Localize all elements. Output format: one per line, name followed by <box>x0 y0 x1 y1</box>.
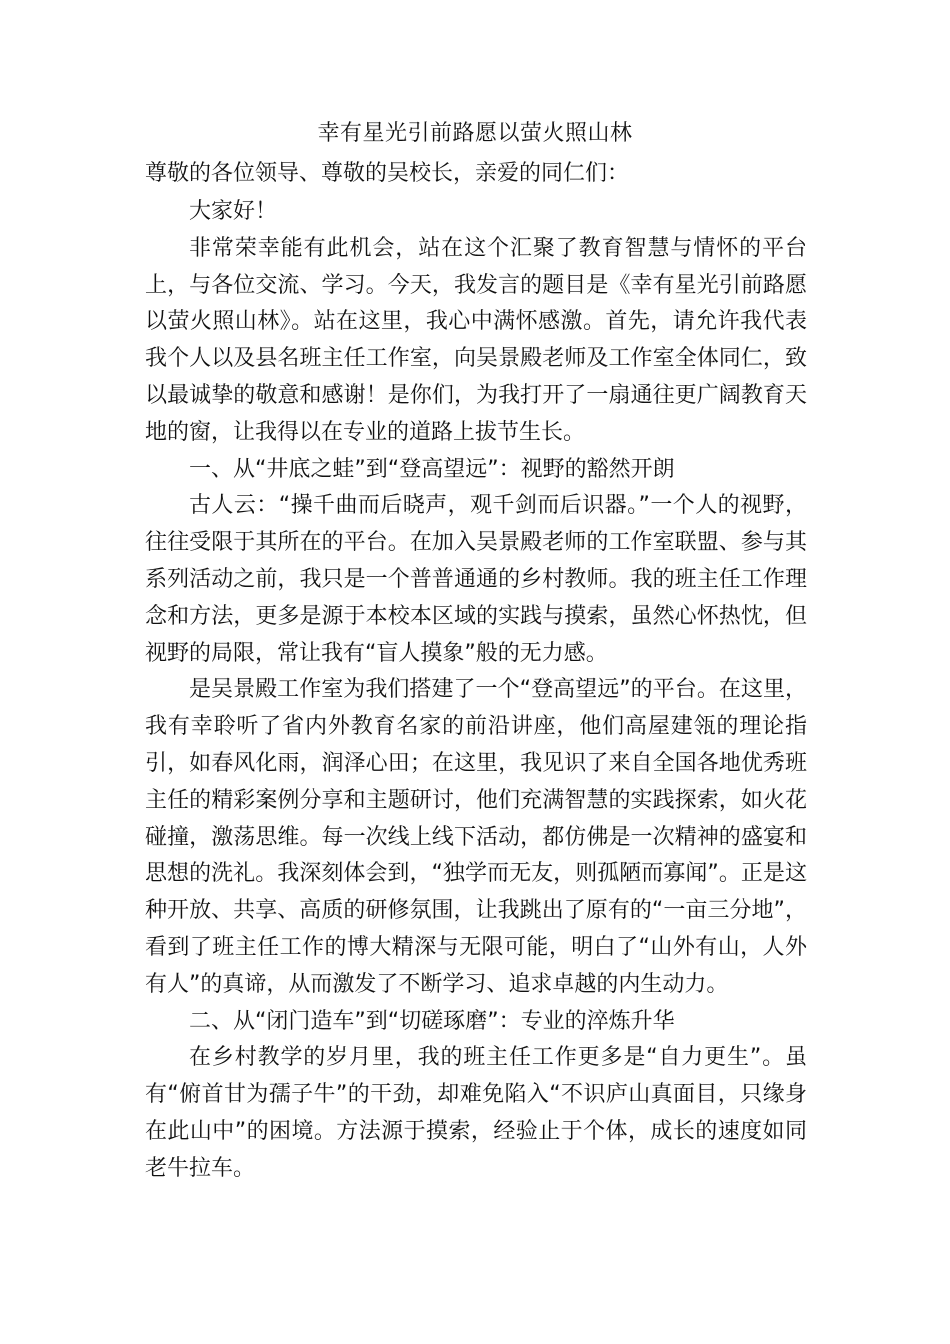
document-title: 幸有星光引前路愿以萤火照山林 <box>317 121 633 146</box>
paragraph-intro: 非常荣幸能有此机会，站在这个汇聚了教育智慧与情怀的平台上，与各位交流、学习。今天，我发言的题目是《幸有星光引前路愿以萤火照山林》。站在这里，我心中满怀感激。首先，请允许我代表我个人以及县名班主任工作室，向吴景殿老师及工作室全体同仁，致以最诚挚的敬意和感谢！是你们，为我打开了一扇通往更广阔教育天地的窗，让我得以在专业的道路上拔节生长。 <box>145 235 807 445</box>
salutation: 尊敬的各位领导、尊敬的吴校长，亲爱的同仁们： <box>145 161 630 186</box>
paragraph: 是吴景殿工作室为我们搭建了一个“登高望远”的平台。在这里，我有幸聆听了省内外教育名家的前沿讲座，他们高屋建瓴的理论指引，如春风化雨，润泽心田；在这里，我见识了来自全国各地优秀班主任的精彩案例分享和主题研讨，他们充满智慧的实践探索，如火花碰撞，激荡思维。每一次线上线下活动，都仿佛是一次精神的盛宴和思想的洗礼。我深刻体会到，“独学而无友，则孤陋而寡闻”。正是这种开放、共享、高质的研修氛围，让我跳出了原有的“一亩三分地”，看到了班主任工作的博大精深与无限可能，明白了“山外有山，人外有人”的真谛，从而激发了不断学习、追求卓越的内生动力。 <box>145 677 807 997</box>
document-body <box>145 194 807 1188</box>
paragraph: 古人云：“操千曲而后晓声，观千剑而后识器。”一个人的视野，往往受限于其所在的平台。在加入吴景殿老师的工作室联盟、参与其系列活动之前，我只是一个普普通通的乡村教师。我的班主任工作理念和方法，更多是源于本校本区域的实践与摸索，虽然心怀热忱，但视野的局限，常让我有“盲人摸象”般的无力感。 <box>145 493 807 666</box>
section-heading-2: 二、从“闭门造车”到“切磋琢磨”：专业的淬炼升华 <box>189 1008 675 1034</box>
paragraph-greeting: 大家好！ <box>189 199 278 224</box>
paragraph: 在乡村教学的岁月里，我的班主任工作更多是“自力更生”。虽有“俯首甘为孺子牛”的干劲，却难免陷入“不识庐山真面目，只缘身在此山中”的困境。方法源于摸索，经验止于个体，成长的速度如同老牛拉车。 <box>145 1045 807 1181</box>
section-heading-1: 一、从“井底之蛙”到“登高望远”：视野的豁然开朗 <box>189 456 675 482</box>
